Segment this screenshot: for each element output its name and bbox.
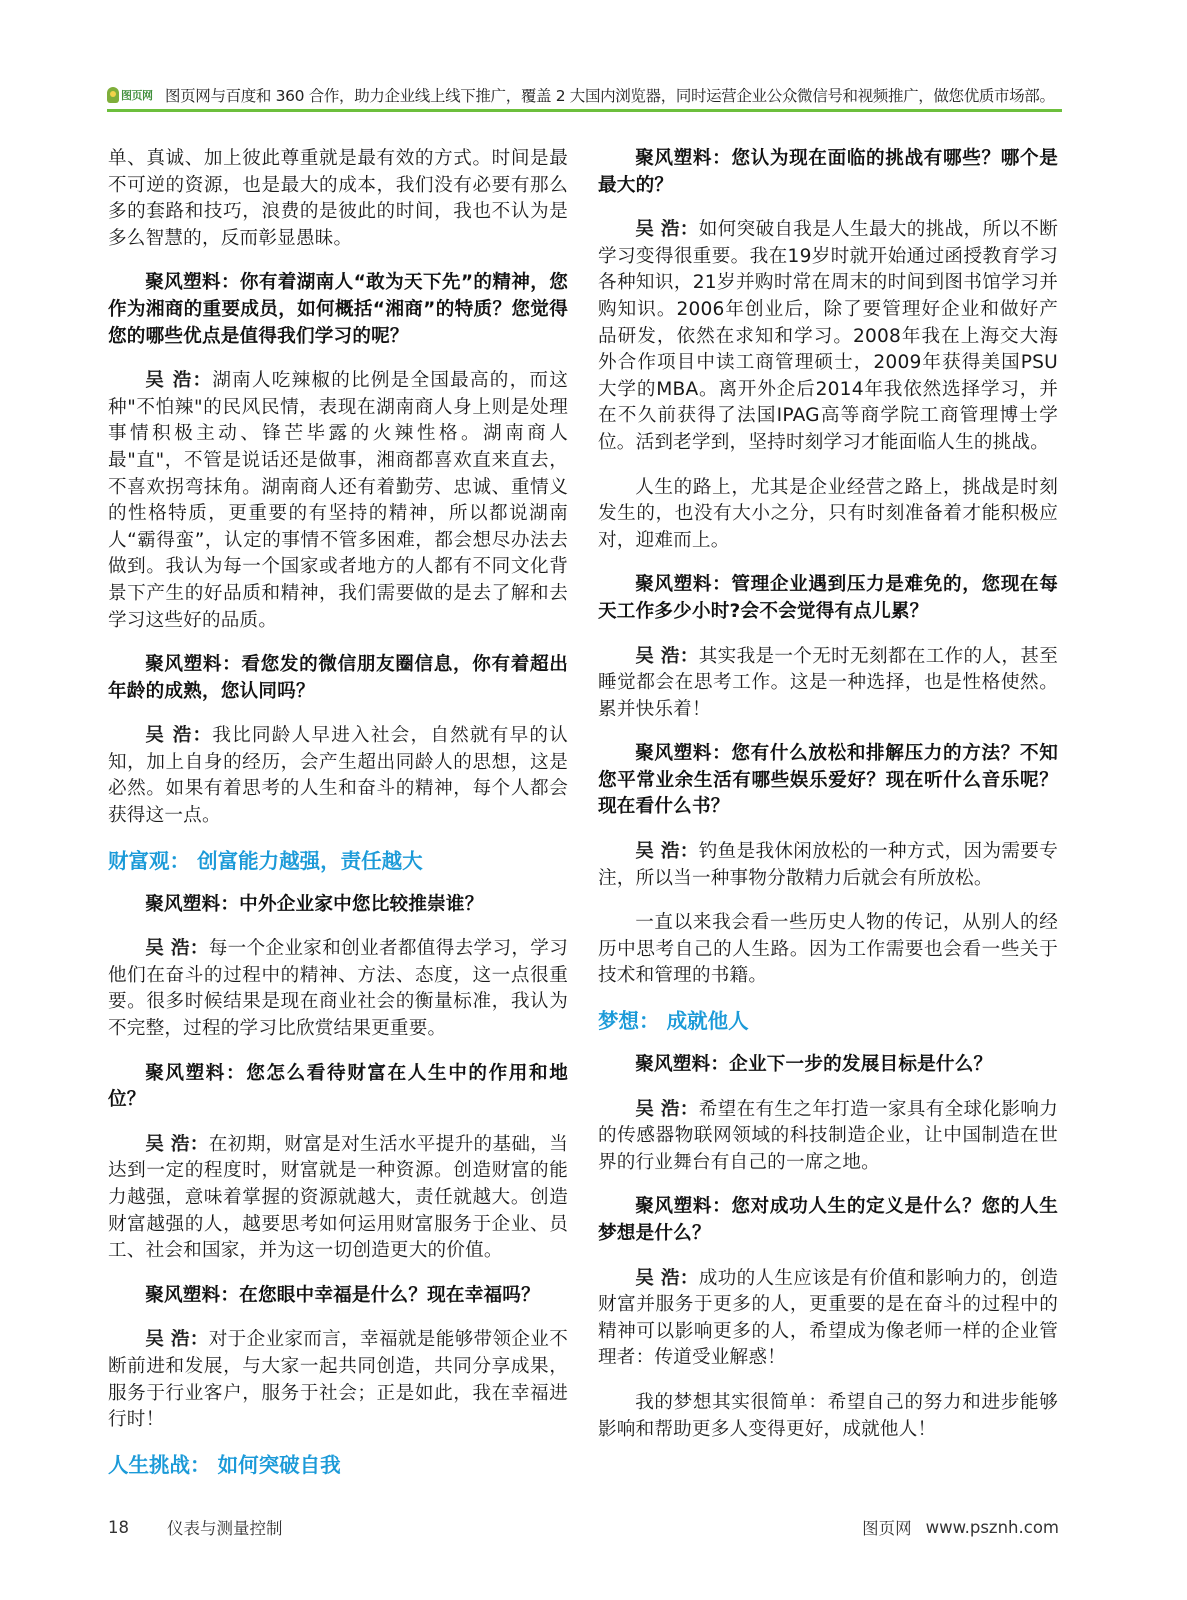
publication-name: 仪表与测量控制	[167, 1519, 283, 1538]
interviewee-label: 吴 浩：	[145, 725, 213, 747]
interview-question	[598, 1052, 1058, 1079]
interview-question	[598, 741, 1058, 821]
interview-question	[598, 146, 1058, 199]
paragraph-text: 我的梦想其实很简单：希望自己的努力和进步能够影响和帮助更多人变得更好，成就他人！	[598, 1391, 1058, 1440]
paragraph-text: 您对成功人生的定义是什么？您的人生梦想是什么？	[598, 1196, 1058, 1244]
paragraph-text: 钓鱼是我休闲放松的一种方式，因为需要专注，所以当一种事物分散精力后就会有所放松。	[598, 841, 1058, 889]
paragraph-text: 企业下一步的发展目标是什么？	[729, 1054, 993, 1076]
header-divider	[107, 109, 1062, 112]
interviewer-label: 聚风塑料：	[145, 272, 240, 294]
paragraph-text: 我比同龄人早进入社会，自然就有早的认知，加上自身的经历，会产生超出同龄人的思想，这是必然。如果有着思考的人生和奋斗的精神，每个人都会获得这一点。	[108, 725, 568, 827]
interview-answer	[598, 217, 1058, 456]
body-paragraph	[598, 475, 1058, 555]
paragraph-text: 你有着湖南人“敢为天下先”的精神，您作为湘商的重要成员，如何概括“湘商”的特质？您觉得您的哪些优点是值得我们学习的呢？	[108, 272, 568, 347]
interviewer-label: 聚风塑料：	[635, 743, 732, 765]
body-paragraph	[598, 1390, 1058, 1443]
interview-answer	[598, 1097, 1058, 1177]
interview-answer	[108, 1132, 568, 1265]
page-footer-right	[862, 1515, 1059, 1539]
paragraph-text: 一直以来我会看一些历史人物的传记，从别人的经历中思考自己的人生路。因为工作需要也会看一些关于技术和管理的书籍。	[598, 912, 1058, 987]
paragraph-text: 如何突破自我是人生最大的挑战，所以不断学习变得很重要。我在19岁时就开始通过函授教育学习各种知识，21岁并购时常在周末的时间到图书馆学习并购知识。2006年创业后，除了要管理好企业和做好产品研发，依然在求知和学习。2008年我在上海交大海外合作项目中读工商管理硕士，2009年获得美国PSU大学的MBA。离开外企后2014年我依然选择学习，并在不久前获得了法国IPAG高等商学院工商管理博士学位。活到老学到，坚持时刻学习才能面临人生的挑战。	[598, 219, 1058, 453]
page-number: 18	[108, 1517, 129, 1537]
interviewer-label: 聚风塑料：	[635, 574, 732, 596]
interviewer-label: 聚风塑料：	[145, 893, 240, 915]
paragraph-text: 人生的路上，尤其是企业经营之路上，挑战是时刻发生的，也没有大小之分，只有时刻准备着才能积极应对，迎难而上。	[598, 476, 1058, 551]
interview-question	[108, 1283, 568, 1310]
paragraph-text: 其实我是一个无时无刻都在工作的人，甚至睡觉都会在思考工作。这是一种选择，也是性格使然。累并快乐着！	[598, 645, 1058, 720]
interviewee-label: 吴 浩：	[635, 841, 699, 863]
left-column	[108, 146, 568, 1496]
paragraph-text: 在初期，财富是对生活水平提升的基础，当达到一定的程度时，财富就是一种资源。创造财富的能力越强，意味着掌握的资源就越大，责任就越大。创造财富越强的人，越要思考如何运用财富服务于企业、员工、社会和国家，并为这一切创造更大的价值。	[108, 1133, 568, 1262]
interview-question	[108, 270, 568, 350]
site-logo[interactable]	[107, 85, 159, 105]
paragraph-text: 对于企业家而言，幸福就是能够带领企业不断前进和发展，与大家一起共同创造，共同分享成果，服务于行业客户，服务于社会；正是如此，我在幸福进行时！	[108, 1329, 568, 1431]
interviewee-label: 吴 浩：	[635, 1098, 699, 1120]
logo-mascot-icon	[107, 87, 119, 103]
logo-text: 图页网	[121, 88, 153, 102]
header-banner-text: 图页网与百度和 360 合作，助力企业线上线下推广，覆盖 2 大国内浏览器，同时运营企业公众微信号和视频推广，做您优质市场部。	[165, 87, 1055, 105]
interview-answer	[108, 1327, 568, 1433]
paragraph-text: 管理企业遇到压力是难免的，您现在每天工作多少小时?会不会觉得有点儿累？	[598, 574, 1058, 622]
interview-question	[598, 572, 1058, 625]
interview-answer	[598, 644, 1058, 724]
interviewee-label: 吴 浩：	[635, 645, 699, 667]
interviewer-label: 聚风塑料：	[635, 1054, 730, 1076]
body-paragraph	[598, 910, 1058, 990]
interview-question	[108, 892, 568, 919]
paragraph-text: 您有什么放松和排解压力的方法？不知您平常业余生活有哪些娱乐爱好？现在听什么音乐呢？现在看什么书？	[598, 743, 1058, 818]
paragraph-text: 您认为现在面临的挑战有哪些？哪个是最大的？	[598, 148, 1058, 196]
interviewer-label: 聚风塑料：	[145, 654, 242, 676]
interviewer-label: 聚风塑料：	[145, 1062, 247, 1084]
interview-question	[108, 652, 568, 705]
section-heading: 财富观： 创富能力越强，责任越大	[108, 848, 423, 873]
interviewer-label: 聚风塑料：	[635, 1196, 732, 1218]
interview-answer	[598, 839, 1058, 892]
paragraph-text: 湖南人吃辣椒的比例是全国最高的，而这种"不怕辣"的民风民情，表现在湖南商人身上则是处理事情积极主动、锋芒毕露的火辣性格。湖南商人最"直"，不管是说话还是做事，湘商都喜欢直来直去，不喜欢拐弯抹角。湖南商人还有着勤劳、忠诚、重情义的性格特质，更重要的有坚持的精神，所以都说湖南人“霸得蛮”，认定的事情不管多困难，都会想尽办法去做到。我认为每一个国家或者地方的人都有不同文化背景下产生的好品质和精神，我们需要做的是去了解和去学习这些好的品质。	[108, 370, 568, 631]
right-column	[598, 146, 1058, 1461]
interviewer-label: 聚风塑料：	[145, 1284, 240, 1306]
paragraph-text: 每一个企业家和创业者都值得去学习，学习他们在奋斗的过程中的精神、方法、态度，这一点很重要。很多时候结果是现在商业社会的衡量标准，我认为不完整，过程的学习比欣赏结果更重要。	[108, 938, 568, 1040]
paragraph-text: 成功的人生应该是有价值和影响力的，创造财富并服务于更多的人，更重要的是在奋斗的过程中的精神可以影响更多的人，希望成为像老师一样的企业管理者：传道受业解惑！	[598, 1267, 1058, 1369]
interviewee-label: 吴 浩：	[145, 370, 213, 392]
interviewer-label: 聚风塑料：	[635, 148, 732, 169]
body-paragraph	[108, 146, 568, 252]
paragraph-text: 您怎么看待财富在人生中的作用和地位？	[108, 1062, 568, 1111]
page-header	[107, 82, 1083, 108]
interview-answer	[108, 936, 568, 1042]
interviewee-label: 吴 浩：	[635, 1267, 699, 1289]
interview-answer	[108, 723, 568, 829]
section-heading: 人生挑战： 如何突破自我	[108, 1452, 341, 1477]
page-footer-left	[108, 1515, 283, 1539]
interviewee-label: 吴 浩：	[145, 938, 209, 960]
interview-question	[598, 1194, 1058, 1247]
interview-answer	[598, 1266, 1058, 1372]
footer-site-name: 图页网	[862, 1519, 912, 1538]
paragraph-text: 看您发的微信朋友圈信息，你有着超出年龄的成熟，您认同吗？	[108, 654, 568, 702]
paragraph-text: 在您眼中幸福是什么？现在幸福吗？	[239, 1284, 540, 1306]
interviewee-label: 吴 浩：	[635, 219, 699, 241]
paragraph-text: 中外企业家中您比较推崇谁？	[239, 893, 484, 915]
section-heading: 梦想： 成就他人	[598, 1009, 749, 1034]
interview-question	[108, 1061, 568, 1114]
interview-answer	[108, 368, 568, 634]
interviewee-label: 吴 浩：	[145, 1133, 209, 1155]
paragraph-text: 希望在有生之年打造一家具有全球化影响力的传感器物联网领域的科技制造企业，让中国制造在世界的行业舞台有自己的一席之地。	[598, 1098, 1058, 1173]
footer-site-url[interactable]: www.psznh.com	[925, 1517, 1059, 1537]
interviewee-label: 吴 浩：	[145, 1329, 209, 1351]
paragraph-text: 单、真诚、加上彼此尊重就是最有效的方式。时间是最不可逆的资源，也是最大的成本，我们没有必要有那么多的套路和技巧，浪费的是彼此的时间，我也不认为是多么智慧的，反而彰显愚昧。	[108, 148, 568, 249]
